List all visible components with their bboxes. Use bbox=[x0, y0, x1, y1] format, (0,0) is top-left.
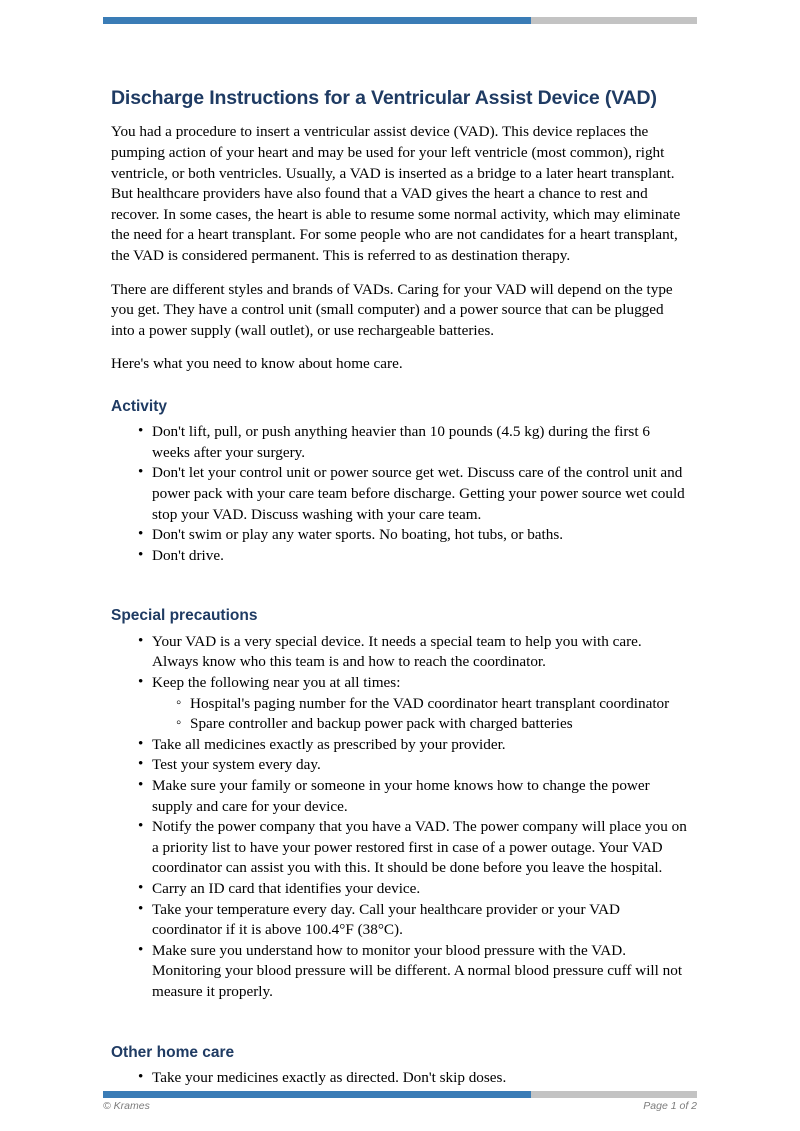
document-content bbox=[111, 86, 691, 1088]
list-item: • Don't lift, pull, or push anything heavier than 10 pounds (4.5 kg) during the first 6 weeks after your surgery. bbox=[111, 422, 691, 463]
list-item: • Notify the power company that you have a VAD. The power company will place you on a priority list to have your power restored first in case of a power outage. Your VAD coordinator can assist you with this. It should be done before you leave the hospital. bbox=[111, 817, 691, 879]
section-heading-activity: Activity bbox=[111, 397, 167, 415]
other-home-care-list bbox=[111, 1068, 691, 1089]
activity-list bbox=[111, 422, 691, 566]
list-item: • Take all medicines exactly as prescribed by your provider. bbox=[111, 735, 691, 756]
list-item: • Your VAD is a very special device. It needs a special team to help you with care. Always know who this team is and how to reach the coordinator. bbox=[111, 632, 691, 673]
list-item: • Make sure your family or someone in your home knows how to change the power supply and care for your device. bbox=[111, 776, 691, 817]
bottom-progress-fill bbox=[103, 1091, 531, 1098]
section-heading-other-home-care: Other home care bbox=[111, 1043, 235, 1061]
keep-near-you-sublist bbox=[152, 694, 691, 735]
footer-copyright: © Krames bbox=[103, 1100, 150, 1112]
list-item: • Don't drive. bbox=[111, 546, 691, 567]
list-item: • Test your system every day. bbox=[111, 755, 691, 776]
page-footer bbox=[103, 1100, 697, 1112]
intro-paragraph-3: Here's what you need to know about home care. bbox=[111, 355, 403, 373]
page-title: Discharge Instructions for a Ventricular Assist Device (VAD) bbox=[111, 87, 657, 109]
list-item-label: Keep the following near you at all times: bbox=[152, 674, 401, 691]
list-item: • Carry an ID card that identifies your device. bbox=[111, 879, 691, 900]
list-item: • Don't swim or play any water sports. No boating, hot tubs, or baths. bbox=[111, 525, 691, 546]
list-item: • Make sure you understand how to monitor your blood pressure with the VAD. Monitoring your blood pressure will be different. A normal blood pressure cuff will not measure it properly. bbox=[111, 941, 691, 1003]
list-item: • Take your medicines exactly as directed. Don't skip doses. bbox=[111, 1068, 691, 1089]
section-heading-special-precautions: Special precautions bbox=[111, 607, 258, 625]
intro-paragraph-1: You had a procedure to insert a ventricular assist device (VAD). This device replaces the pumping action of your heart and may be used for your left ventricle (most common), right ventricle, or both ventricles. Usually, a VAD is inserted as a bridge to a later heart transplant. But healthcare providers have also found that a VAD gives the heart a chance to rest and recover. In some cases, the heart is able to resume some normal activity, which may eliminate the need for a heart transplant. For some people who are not candidates for a heart transplant, the VAD is considered permanent. This is referred to as destination therapy. bbox=[111, 123, 681, 264]
list-item: • Take your temperature every day. Call your healthcare provider or your VAD coordinator if it is above 100.4°F (38°C). bbox=[111, 900, 691, 941]
intro-paragraph-2: There are different styles and brands of VADs. Caring for your VAD will depend on the type you get. They have a control unit (small computer) and a power source that can be plugged into a power supply (wall outlet), or use rechargeable batteries. bbox=[111, 280, 673, 339]
special-precautions-list bbox=[111, 632, 691, 1003]
list-item: • Don't let your control unit or power source get wet. Discuss care of the control unit and power pack with your care team before discharge. Getting your power source wet could stop your VAD. Discuss washing with your care team. bbox=[111, 463, 691, 525]
bottom-progress-bar bbox=[103, 1091, 697, 1098]
footer-page-number: Page 1 of 2 bbox=[643, 1100, 697, 1112]
list-item bbox=[111, 673, 691, 735]
sub-list-item: ◦ Spare controller and backup power pack with charged batteries bbox=[152, 714, 691, 735]
sub-list-item: ◦ Hospital's paging number for the VAD coordinator heart transplant coordinator bbox=[152, 694, 691, 715]
top-progress-fill bbox=[103, 17, 531, 24]
top-progress-bar bbox=[103, 17, 697, 24]
